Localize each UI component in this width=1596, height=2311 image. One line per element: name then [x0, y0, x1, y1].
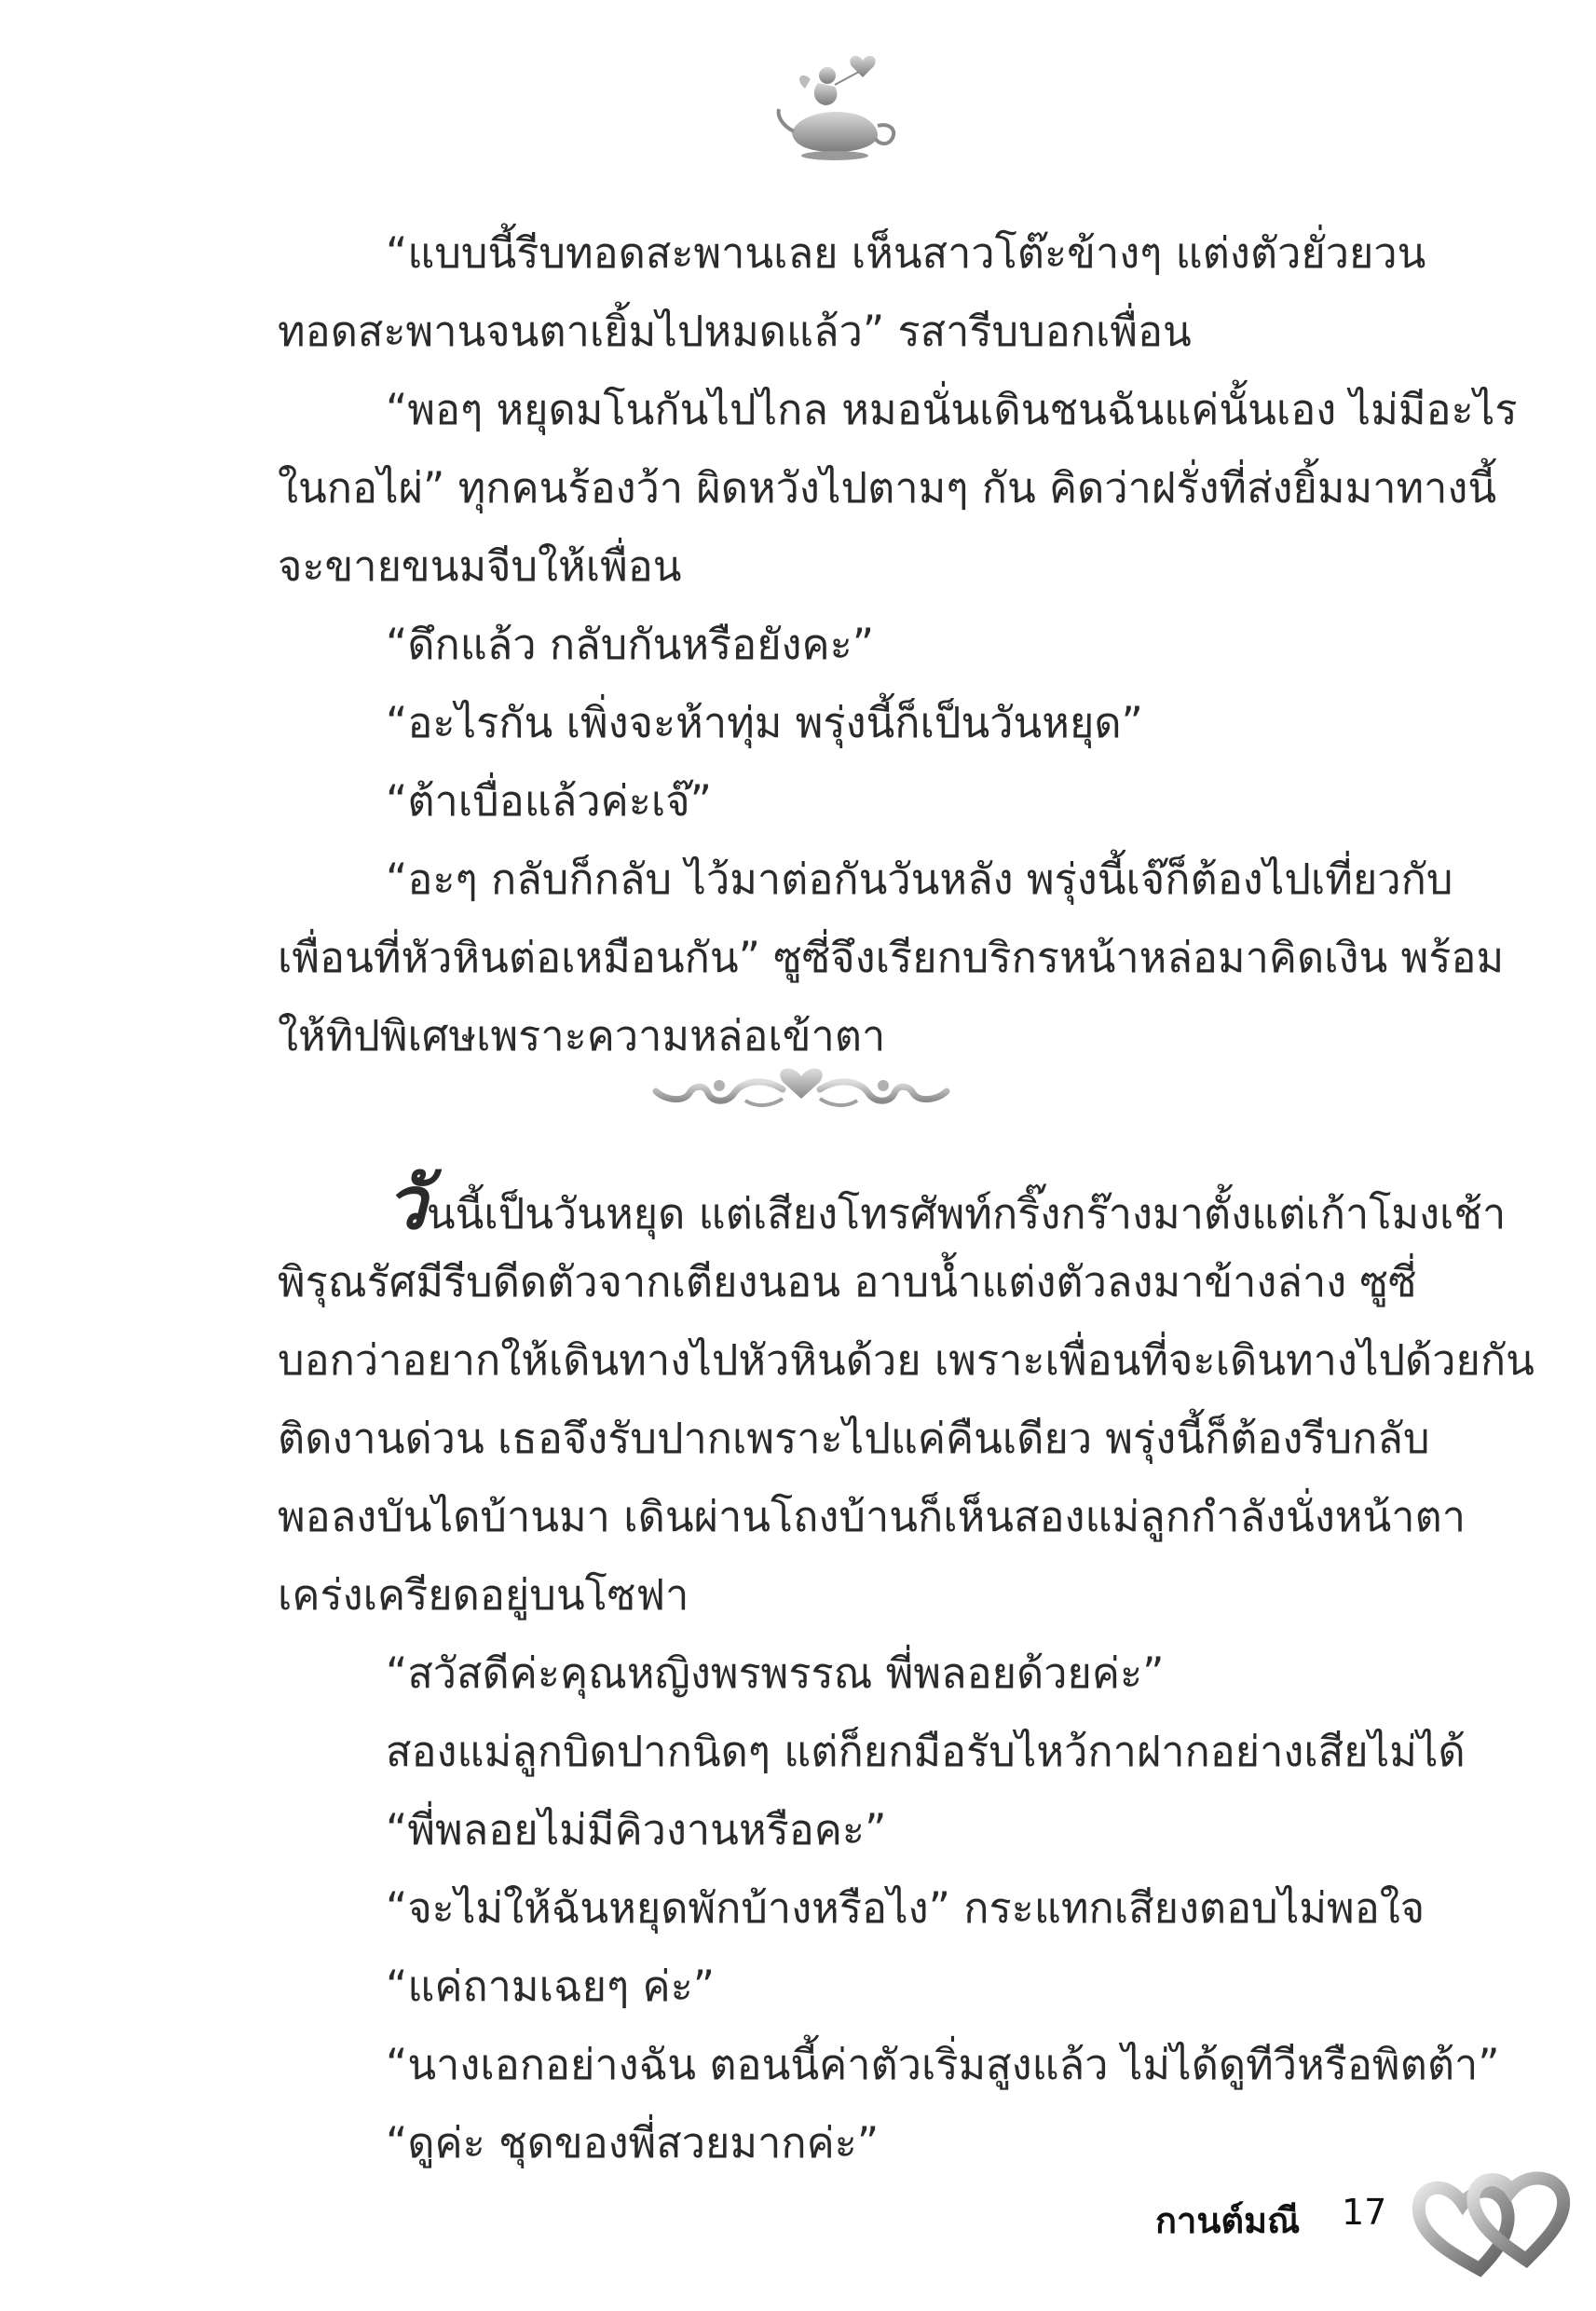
- text-line: ติดงานด่วน เธอจึงรับปากเพราะไปแค่คืนเดียว พรุ่งนี้ก็ต้องรีบกลับ: [278, 1414, 1430, 1463]
- text-line: “จะไม่ให้ฉันหยุดพักบ้างหรือไง” กระแทกเสียงตอบไม่พอใจ: [386, 1883, 1425, 1933]
- page-number: 17: [1342, 2192, 1387, 2233]
- text-line: เพื่อนที่หัวหินต่อเหมือนกัน” ซูซี่จึงเรียกบริกรหน้าหล่อมาคิดเงิน พร้อม: [278, 933, 1505, 982]
- text-line: “ดึกแล้ว กลับกันหรือยังคะ”: [386, 620, 875, 669]
- text-line: “แค่ถามเฉยๆ ค่ะ”: [386, 1962, 716, 2011]
- text-line: “สวัสดีค่ะคุณหญิงพรพรรณ พี่พลอยด้วยค่ะ”: [386, 1648, 1165, 1698]
- heart-scroll-divider-icon: [652, 1058, 950, 1114]
- paragraph-block-1: [278, 214, 1518, 1075]
- text-line-rest: นนี้เป็นวันหยุด แต่เสียงโทรศัพท์กริ๊งกร๊างมาตั้งแต่เก้าโมงเช้า: [426, 1189, 1507, 1238]
- book-title: กานต์มณี: [1155, 2200, 1301, 2241]
- text-line: สองแม่ลูกบิดปากนิดๆ แต่ก็ยกมือรับไหว้กาฝากอย่างเสียไม่ได้: [386, 1727, 1466, 1776]
- text-line: “พี่พลอยไม่มีคิวงานหรือคะ”: [386, 1805, 887, 1854]
- text-line: “ดูค่ะ ชุดของพี่สวยมากค่ะ”: [386, 2118, 880, 2167]
- text-line: ให้ทิปพิเศษเพราะความหล่อเข้าตา: [278, 1011, 886, 1060]
- text-line: “ต้าเบื่อแล้วค่ะเจ๊”: [386, 776, 712, 826]
- paragraph-block-2: [278, 1162, 1535, 2182]
- page-footer: [1155, 2167, 1584, 2278]
- text-line: เคร่งเครียดอยู่บนโซฟา: [278, 1570, 689, 1620]
- text-line: พอลงบันไดบ้านมา เดินผ่านโถงบ้านก็เห็นสองแม่ลูกกำลังนั่งหน้าตา: [278, 1492, 1466, 1541]
- text-line: บอกว่าอยากให้เดินทางไปหัวหินด้วย เพราะเพื่อนที่จะเดินทางไปด้วยกัน: [278, 1335, 1535, 1385]
- double-heart-icon: [1407, 2167, 1575, 2278]
- text-line-first: [278, 1162, 1507, 1246]
- text-line: “แบบนี้รีบทอดสะพานเลย เห็นสาวโต๊ะข้างๆ แต่งตัวยั่วยวน: [386, 228, 1426, 278]
- text-line: “นางเอกอย่างฉัน ตอนนี้ค่าตัวเริ่มสูงแล้ว ไม่ได้ดูทีวีหรือพิตต้า”: [386, 2040, 1500, 2089]
- text-line: จะขายขนมจีบให้เพื่อน: [278, 541, 682, 591]
- drop-cap: วั: [386, 1162, 427, 1246]
- text-line: “อะๆ กลับก็กลับ ไว้มาต่อกันวันหลัง พรุ่งนี้เจ๊ก็ต้องไปเที่ยวกับ: [386, 855, 1453, 904]
- cupid-teapot-icon: [773, 51, 904, 163]
- text-line: “พอๆ หยุดมโนกันไปไกล หมอนั่นเดินชนฉันแค่นั้นเอง ไม่มีอะไร: [386, 385, 1518, 434]
- text-line: พิรุณรัศมีรีบดีดตัวจากเตียงนอน อาบน้ำแต่งตัวลงมาข้างล่าง ซูซี่: [278, 1257, 1417, 1306]
- text-line: ในกอไผ่” ทุกคนร้องว้า ผิดหวังไปตามๆ กัน คิดว่าฝรั่งที่ส่งยิ้มมาทางนี้: [278, 463, 1497, 513]
- text-line: “อะไรกัน เพิ่งจะห้าทุ่ม พรุ่งนี้ก็เป็นวันหยุด”: [386, 698, 1143, 747]
- text-line: ทอดสะพานจนตาเยิ้มไปหมดแล้ว” รสารีบบอกเพื่อน: [278, 307, 1192, 356]
